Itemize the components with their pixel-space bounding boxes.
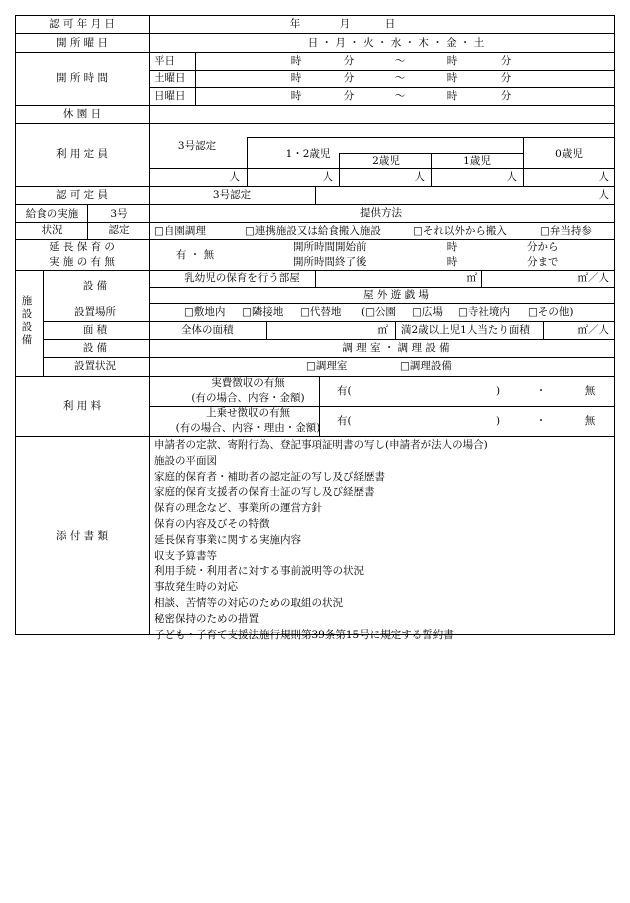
before-open-from: 分から: [527, 241, 559, 253]
extra-fee-close-paren: ): [495, 415, 501, 427]
weekday-hour-end: 時: [446, 55, 458, 67]
attachment-item: 相談、苦情等の対応のための取組の状況: [154, 597, 343, 609]
meals-label-bottom: 状況: [41, 224, 63, 236]
attachment-item: 利用手続・利用者に対する事前説明等の状況: [154, 565, 364, 578]
sunday-hour-end: 時: [446, 90, 458, 102]
attachment-item: 施設の平面図: [154, 454, 217, 467]
extra-fee-bottom: (有の場合、内容・理由・金額): [175, 422, 321, 434]
before-open-hour: 時: [446, 241, 458, 253]
outdoor-play-area: 屋 外 遊 戯 場: [363, 289, 429, 301]
extended-care-label-top: 延 長 保 育 の: [49, 241, 115, 253]
open-days-label: 開 所 曜 日: [55, 37, 109, 49]
closed-days-label: 休 園 日: [62, 108, 102, 120]
area-label: 面 積: [82, 324, 108, 336]
saturday-minute-end: 分: [500, 72, 512, 84]
meals-cert-bottom: 認定: [108, 224, 130, 236]
facilities-side-char-4: 備: [21, 334, 33, 346]
extended-care-label-bottom: 実 施 の 有 無: [49, 256, 115, 268]
nursery-room-sqm-per-person: ㎡／人: [577, 272, 609, 284]
approved-capacity-unit: 人: [598, 189, 609, 201]
meals-option-bento: □弁当持参: [540, 225, 592, 237]
total-area-label: 全体の面積: [181, 324, 234, 336]
attachment-item: 保育の理念など、事業所の運営方針: [154, 502, 322, 515]
sunday-minute-end: 分: [500, 90, 512, 102]
approval-day: 日: [384, 18, 396, 30]
capacity-cert3-header: 3号認定: [177, 140, 217, 152]
sunday-label: 日曜日: [154, 90, 186, 102]
capacity-age0-header: 0歳児: [555, 148, 583, 160]
capacity-age2-header: 2歳児: [372, 155, 400, 167]
weekday-label: 平日: [154, 55, 175, 67]
cooking-label: 設 備: [82, 342, 108, 354]
capacity-label: 利 用 定 員: [55, 148, 109, 160]
attachment-item: 家庭的保育者・補助者の認定証の写し及び経歴書: [154, 470, 385, 483]
saturday-hour-start: 時: [290, 72, 302, 84]
location-on-site: □敷地内: [184, 306, 226, 318]
attachment-item: 子ども・子育て支援法施行規則第39条第15号に規定する誓約書: [154, 628, 454, 641]
facilities-side-char-1: 施: [21, 295, 33, 307]
meals-option-other: □それ以外から搬入: [413, 225, 507, 237]
after-close-label: 開所時間終了後: [293, 256, 367, 268]
facilities-side-label: [20, 295, 34, 347]
capacity-age0-unit: 人: [598, 171, 609, 183]
after-close-hour: 時: [446, 256, 458, 268]
location-label: 設置場所: [74, 306, 116, 318]
actual-fee-yes: 有(: [337, 385, 352, 397]
extra-fee-dot: ・: [535, 415, 547, 427]
nursery-room-label: 乳幼児の保育を行う部屋: [184, 272, 300, 284]
weekday-minute-start: 分: [343, 55, 355, 67]
saturday-label: 土曜日: [154, 72, 186, 84]
after-close-until: 分まで: [527, 256, 559, 268]
saturday-hour-end: 時: [446, 72, 458, 84]
nursery-room-sqm: ㎡: [466, 272, 477, 284]
capacity-age12-unit: 人: [322, 171, 333, 183]
actual-fee-top: 実費徴収の有無: [211, 377, 285, 389]
extra-fee-no: 無: [584, 415, 596, 427]
cooking-equipment-checkbox: □調理設備: [400, 360, 452, 372]
location-adjacent: □隣接地: [242, 306, 284, 318]
cooking-status-label: 設置状況: [74, 360, 116, 372]
capacity-age2-unit: 人: [414, 171, 425, 183]
sunday-minute-start: 分: [343, 90, 355, 102]
open-days-value: 日 ・ 月 ・ 火 ・ 水 ・ 木 ・ 金 ・ 土: [307, 37, 485, 49]
approval-year: 年: [289, 18, 301, 30]
location-alternative: □代替地: [300, 306, 342, 318]
attachment-item: 延長保育事業に関する実施内容: [154, 533, 301, 546]
capacity-age12-header: 1・2歳児: [285, 148, 331, 160]
meals-label-top: 給食の実施: [25, 208, 79, 220]
actual-fee-dot: ・: [535, 385, 547, 397]
before-open-label: 開所時間開始前: [293, 241, 367, 253]
actual-fee-no: 無: [584, 385, 596, 397]
actual-fee-bottom: (有の場合、内容・金額): [191, 392, 305, 404]
meals-option-own-kitchen: □自園調理: [154, 225, 206, 237]
fees-label: 利 用 料: [62, 400, 102, 412]
facilities-side-char-3: 設: [21, 321, 33, 333]
facilities-side-char-2: 設: [21, 308, 33, 320]
extra-fee-yes: 有(: [337, 415, 352, 427]
total-area-sqm: ㎡: [377, 324, 388, 336]
cooking-room-equipment: 調 理 室 ・ 調 理 設 備: [342, 342, 450, 354]
sunday-tilde: ～: [394, 90, 406, 102]
sunday-hour-start: 時: [290, 90, 302, 102]
over2-area-label: 満2歳以上児1人当たり面積: [401, 324, 530, 336]
attachment-item: 秘密保持のための措置: [154, 612, 259, 625]
meals-cert-top: 3号: [110, 208, 128, 220]
approval-month: 月: [339, 18, 351, 30]
location-plaza: □広場: [412, 306, 443, 318]
saturday-minute-start: 分: [343, 72, 355, 84]
weekday-minute-end: 分: [500, 55, 512, 67]
cooking-room-checkbox: □調理室: [306, 360, 348, 372]
weekday-tilde: ～: [394, 55, 406, 67]
approved-capacity-label: 認 可 定 員: [55, 189, 109, 201]
capacity-age1-unit: 人: [506, 171, 517, 183]
equipment-label: 設 備: [82, 280, 108, 292]
actual-fee-close-paren: ): [495, 385, 501, 397]
attachments-label: 添 付 書 類: [55, 530, 109, 542]
weekday-hour-start: 時: [290, 55, 302, 67]
extended-care-yes-no: 有 ・ 無: [175, 249, 215, 261]
approval-date-label: 認 可 年 月 日: [49, 18, 115, 30]
capacity-cert3-unit: 人: [229, 171, 240, 183]
meals-option-partner: □連携施設又は給食搬入施設: [245, 225, 381, 237]
saturday-tilde: ～: [394, 72, 406, 84]
extra-fee-top: 上乗せ徴収の有無: [206, 407, 290, 419]
capacity-age1-header: 1歳児: [463, 155, 491, 167]
attachment-item: 収支予算書等: [154, 549, 217, 562]
location-temple: □寺社境内: [458, 306, 510, 318]
meals-method-header: 提供方法: [360, 207, 402, 219]
location-park: (□公園: [361, 306, 397, 318]
over2-area-sqm-per-person: ㎡／人: [577, 324, 609, 336]
attachment-item: 申請者の定款、寄附行為、登記事項証明書の写し(申請者が法人の場合): [154, 439, 488, 451]
attachment-item: 家庭的保育支援者の保育士証の写し及び経歴書: [154, 486, 375, 499]
attachment-item: 事故発生時の対応: [154, 581, 238, 594]
location-other: □その他): [528, 306, 574, 318]
open-hours-label: 開 所 時 間: [55, 72, 109, 84]
approved-capacity-cert3: 3号認定: [212, 189, 252, 201]
application-form: [15, 15, 615, 641]
attachment-item: 保育の内容及びその特徴: [154, 518, 270, 530]
